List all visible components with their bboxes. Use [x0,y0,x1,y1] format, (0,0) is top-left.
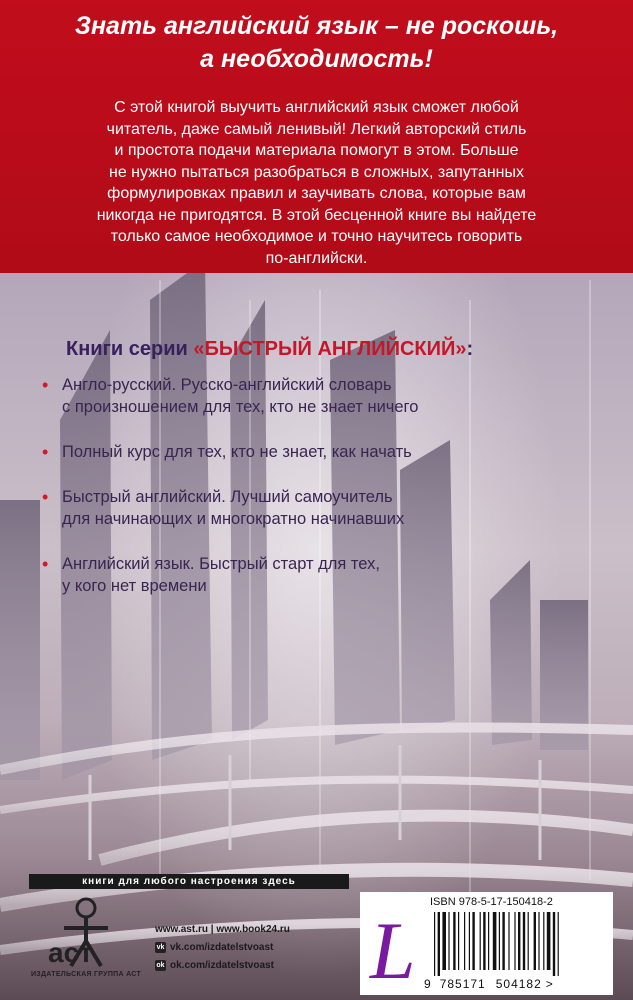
barcode-bar [453,912,455,970]
list-item [42,441,602,463]
vk-icon: vk [156,943,165,951]
barcode-panel [360,892,613,995]
barcode-bar [480,912,481,970]
book-title-line: Английский язык. Быстрый старт для тех, [62,555,380,573]
blurb [34,97,599,269]
isbn-number: ISBN 978-5-17-150418-2 [430,896,553,908]
barcode-icon [432,912,602,976]
barcode-bar [438,912,440,976]
bullet-icon: • [42,487,49,507]
barcode-digits [424,977,554,991]
headline-line: Знать английский язык – не роскошь, [74,12,559,40]
barcode-bar [442,912,446,970]
barcode-bar [528,912,529,970]
barcode-bar [458,912,459,970]
blurb-line: и простота подачи материала помогут в этом. Больше [114,142,519,159]
barcode-bar [493,912,497,970]
publisher-logo-text: аст [48,937,93,968]
barcode-left-group: 785171 [439,977,486,991]
book-title-line: Полный курс для тех, кто не знает, как начать [62,443,412,461]
list-item [42,553,602,597]
barcode-bar [553,912,555,976]
series-suffix: : [466,338,474,360]
ast-logo-icon [26,896,146,971]
vk-link[interactable]: vk.com/izdatelstvoast [170,941,274,953]
series-heading [66,338,606,361]
barcode-bar [464,912,465,970]
headline-line: а необходимость! [200,45,433,73]
barcode-bar [499,912,500,970]
publisher-links [155,920,355,974]
barcode-bar [523,912,525,970]
barcode-bar [472,912,474,970]
barcode-bar [534,912,536,970]
barcode-bar [518,912,520,970]
headline [0,10,633,76]
barcode-bar [543,912,544,970]
barcode-quiet-arrow: > [545,977,554,991]
series-prefix: Книги серии [66,338,194,360]
book-title-line: для начинающих и многократно начинавших [62,510,405,528]
websites-row [155,920,355,938]
barcode-bar [547,912,551,970]
list-item [42,374,602,418]
bullet-icon: • [42,442,49,462]
book-title-line: Быстрый английский. Лучший самоучитель [62,488,393,506]
barcode-bar [538,912,539,970]
top-banner [0,0,633,273]
barcode-lead-digit: 9 [424,977,432,991]
publisher-block [26,896,146,996]
bullet-icon: • [42,375,49,395]
book-title-line: с произношением для тех, кто не знает ничего [62,398,419,416]
book-title-line: у кого нет времени [62,577,207,595]
ok-row [155,956,355,974]
barcode-bar [558,912,559,976]
barcode-bar [434,912,435,976]
blurb-line: только самое необходимое и точно научитесь говорить [110,228,523,245]
list-item [42,486,602,530]
barcode-bar [469,912,470,970]
websites-link[interactable]: www.ast.ru | www.book24.ru [155,923,290,935]
book-title-line: Англо-русский. Русско-английский словарь [62,376,392,394]
blurb-line: читатель, даже самый ленивый! Легкий авторский стиль [106,120,527,138]
imprint-mark: L [370,905,416,994]
series-book-list [42,374,602,620]
barcode-bar [508,912,509,970]
blurb-line: по-английски. [265,249,368,267]
blurb-line: С этой книгой выучить английский язык сможет любой [114,99,519,116]
blurb-line: никогда не пригодятся. В этой бесценной книге вы найдете [96,206,537,224]
barcode-bar [448,912,449,970]
ok-icon: ok [156,961,165,969]
imprint-logo-icon [366,894,422,994]
barcode-right-group: 504182 [495,977,542,991]
series-name: «БЫСТРЫЙ АНГЛИЙСКИЙ» [193,338,467,360]
blurb-line: не нужно пытаться разобраться в сложных, запутанных [109,163,524,181]
bullet-icon: • [42,554,49,574]
barcode-bar [483,912,485,970]
footer-tagline: книги для любого настроения здесь [29,874,349,889]
vk-row [155,938,355,956]
ok-link[interactable]: ok.com/izdatelstvoast [170,959,274,971]
blurb-line: формулировках правил и заучивать слова, которые вам [107,185,526,202]
barcode-bar [514,912,515,970]
barcode-bar [502,912,504,970]
publisher-caption: ИЗДАТЕЛЬСКАЯ ГРУППА АСТ [30,971,142,978]
barcode-bar [488,912,489,970]
